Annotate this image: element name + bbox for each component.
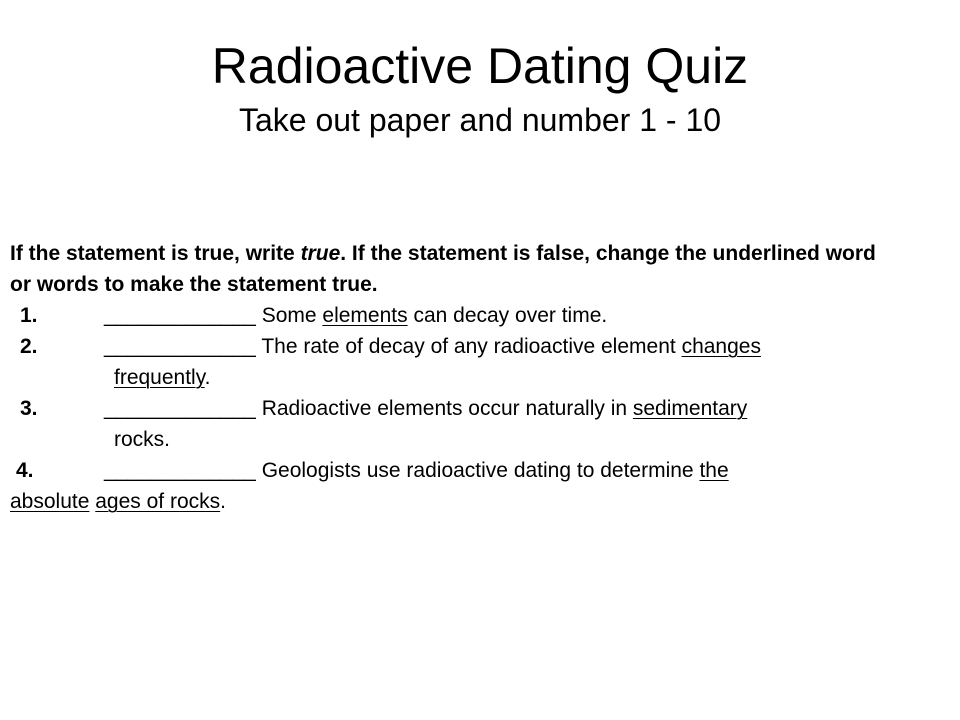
underlined-term: changes: [681, 335, 761, 358]
quiz-title: Radioactive Dating Quiz: [211, 38, 749, 94]
instructions-part3: or words to make the statement true.: [10, 273, 378, 296]
underlined-term: elements: [322, 304, 408, 327]
answer-blank: _____________: [104, 459, 256, 482]
statement-text: Some: [261, 304, 323, 327]
statement-text: The rate of decay of any radioactive element: [261, 335, 682, 358]
question-3: [10, 393, 950, 424]
instructions-part1: If the statement is true, write: [10, 242, 301, 265]
question-number: 4.: [16, 459, 34, 482]
quiz-subtitle: Take out paper and number 1 - 10: [238, 101, 722, 138]
question-4-continuation: [10, 486, 950, 517]
instructions-part2: . If the statement is false, change the underlined word: [340, 242, 876, 265]
underlined-term: frequently: [114, 366, 205, 389]
question-2: [10, 331, 950, 362]
question-list: [10, 300, 950, 517]
question-number: 1.: [20, 304, 38, 327]
question-number: 2.: [20, 335, 38, 358]
answer-blank: _____________: [104, 335, 256, 358]
statement-text: rocks.: [114, 428, 171, 451]
statement-text: Radioactive elements occur naturally in: [261, 397, 633, 420]
underlined-term: sedimentary: [632, 397, 748, 420]
underlined-term: the: [699, 459, 729, 482]
underlined-term: absolute: [10, 490, 90, 513]
question-3-continuation: [10, 424, 950, 455]
quiz-content: [10, 238, 950, 517]
statement-text: .: [204, 366, 211, 389]
instructions: [10, 238, 950, 300]
question-1: [10, 300, 950, 331]
underlined-term: ages of rocks: [95, 490, 221, 513]
answer-blank: _____________: [104, 304, 256, 327]
question-4: [10, 455, 950, 486]
question-number: 3.: [20, 397, 38, 420]
statement-text: .: [220, 490, 226, 513]
answer-blank: _____________: [104, 397, 256, 420]
slide-title: [0, 38, 960, 138]
question-2-continuation: [10, 362, 950, 393]
instructions-emphasis: true: [300, 242, 341, 265]
statement-text: can decay over time.: [407, 304, 608, 327]
statement-text: Geologists use radioactive dating to determine: [261, 459, 700, 482]
